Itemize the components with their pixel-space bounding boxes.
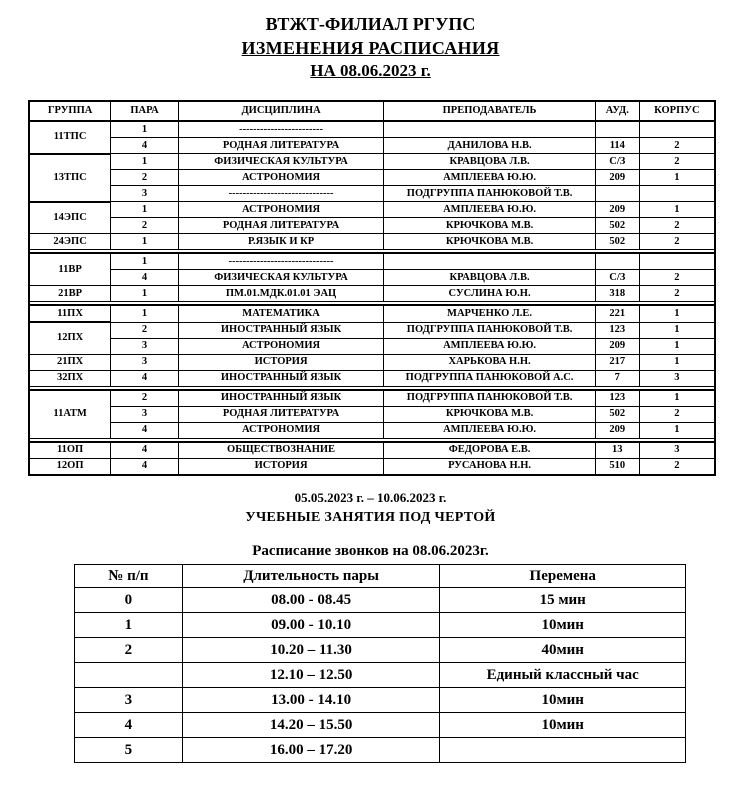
table-row: [29, 422, 715, 438]
table-row: [29, 442, 715, 459]
room-cell: 510: [595, 458, 639, 475]
para-cell: 1: [111, 286, 179, 302]
para-cell: 2: [111, 322, 179, 338]
table-row: [29, 270, 715, 286]
table-row: [29, 154, 715, 170]
building-cell: 2: [639, 138, 715, 154]
teacher-cell: АМПЛЕЕВА Ю.Ю.: [384, 422, 596, 438]
bell-time-cell: 13.00 - 14.10: [182, 688, 440, 713]
para-cell: 3: [111, 354, 179, 370]
bell-break-cell: 10мин: [440, 688, 686, 713]
bell-row: [75, 588, 686, 613]
para-cell: 3: [111, 406, 179, 422]
bell-time-cell: 12.10 – 12.50: [182, 663, 440, 688]
para-cell: 2: [111, 218, 179, 234]
bells-body: [75, 588, 686, 763]
para-cell: 1: [111, 154, 179, 170]
group-cell: 11ПХ: [29, 305, 111, 322]
building-cell: 2: [639, 406, 715, 422]
building-cell: 2: [639, 458, 715, 475]
teacher-cell: ХАРЬКОВА Н.Н.: [384, 354, 596, 370]
bell-num-cell: [75, 663, 183, 688]
table-row: [29, 370, 715, 386]
para-cell: 1: [111, 121, 179, 138]
para-cell: 2: [111, 170, 179, 186]
table-row: [29, 305, 715, 322]
discipline-cell: ------------------------------: [178, 253, 383, 270]
discipline-cell: ОБЩЕСТВОЗНАНИЕ: [178, 442, 383, 459]
group-cell: 12ПХ: [29, 322, 111, 354]
table-row: [29, 186, 715, 202]
discipline-cell: ------------------------: [178, 121, 383, 138]
group-cell: 13ТПС: [29, 154, 111, 202]
bell-break-cell: 15 мин: [440, 588, 686, 613]
col-teacher-header: ПРЕПОДАВАТЕЛЬ: [384, 101, 596, 121]
discipline-cell: ИНОСТРАННЫЙ ЯЗЫК: [178, 322, 383, 338]
period-note: УЧЕБНЫЕ ЗАНЯТИЯ ПОД ЧЕРТОЙ: [245, 510, 496, 525]
discipline-cell: АСТРОНОМИЯ: [178, 338, 383, 354]
room-cell: 123: [595, 322, 639, 338]
teacher-cell: АМПЛЕЕВА Ю.Ю.: [384, 170, 596, 186]
room-cell: 209: [595, 202, 639, 218]
building-cell: [639, 186, 715, 202]
para-cell: 1: [111, 234, 179, 250]
period-dates: 05.05.2023 г. – 10.06.2023 г.: [294, 490, 447, 505]
building-cell: 1: [639, 305, 715, 322]
bell-row: [75, 688, 686, 713]
group-cell: 11ТПС: [29, 121, 111, 154]
room-cell: 502: [595, 218, 639, 234]
building-cell: 1: [639, 322, 715, 338]
building-cell: 1: [639, 170, 715, 186]
building-cell: 3: [639, 370, 715, 386]
room-cell: С/З: [595, 154, 639, 170]
room-cell: 318: [595, 286, 639, 302]
col-room-header: АУД.: [595, 101, 639, 121]
col-discipline-header: ДИСЦИПЛИНА: [178, 101, 383, 121]
building-cell: 2: [639, 286, 715, 302]
bells-title: Расписание звонков на 08.06.2023г.: [252, 543, 489, 559]
discipline-cell: ИСТОРИЯ: [178, 354, 383, 370]
room-cell: 209: [595, 422, 639, 438]
table-row: [29, 138, 715, 154]
table-row: [29, 354, 715, 370]
discipline-cell: АСТРОНОМИЯ: [178, 422, 383, 438]
room-cell: 7: [595, 370, 639, 386]
teacher-cell: ФЕДОРОВА Е.В.: [384, 442, 596, 459]
bell-row: [75, 663, 686, 688]
group-cell: 21ПХ: [29, 354, 111, 370]
group-cell: 32ПХ: [29, 370, 111, 386]
table-row: [29, 286, 715, 302]
para-cell: 3: [111, 186, 179, 202]
changes-table: [28, 100, 716, 476]
group-cell: 12ОП: [29, 458, 111, 475]
room-cell: 209: [595, 338, 639, 354]
bells-header-row: [75, 565, 686, 588]
teacher-cell: КРЮЧКОВА М.В.: [384, 234, 596, 250]
para-cell: 4: [111, 422, 179, 438]
discipline-cell: РОДНАЯ ЛИТЕРАТУРА: [178, 138, 383, 154]
discipline-cell: Р.ЯЗЫК И КР: [178, 234, 383, 250]
teacher-cell: КРАВЦОВА Л.В.: [384, 154, 596, 170]
bell-num-cell: 2: [75, 638, 183, 663]
bell-num-cell: 0: [75, 588, 183, 613]
teacher-cell: ПОДГРУППА ПАНЮКОВОЙ А.С.: [384, 370, 596, 386]
room-cell: 217: [595, 354, 639, 370]
room-cell: 221: [595, 305, 639, 322]
building-cell: 1: [639, 422, 715, 438]
para-cell: 4: [111, 442, 179, 459]
group-cell: 11ОП: [29, 442, 111, 459]
changes-body: [29, 121, 715, 475]
building-cell: 2: [639, 234, 715, 250]
room-cell: С/З: [595, 270, 639, 286]
building-cell: 3: [639, 442, 715, 459]
building-cell: 2: [639, 154, 715, 170]
teacher-cell: АМПЛЕЕВА Ю.Ю.: [384, 338, 596, 354]
bell-time-cell: 08.00 - 08.45: [182, 588, 440, 613]
bell-row: [75, 638, 686, 663]
group-cell: 11ВР: [29, 253, 111, 286]
room-cell: [595, 186, 639, 202]
bell-break-cell: Единый классный час: [440, 663, 686, 688]
bell-row: [75, 613, 686, 638]
discipline-cell: ПМ.01.МДК.01.01 ЭАЦ: [178, 286, 383, 302]
table-row: [29, 253, 715, 270]
building-cell: 1: [639, 202, 715, 218]
group-cell: 11АТМ: [29, 390, 111, 439]
discipline-cell: ФИЗИЧЕСКАЯ КУЛЬТУРА: [178, 270, 383, 286]
bell-time-cell: 09.00 - 10.10: [182, 613, 440, 638]
bell-break-cell: [440, 738, 686, 763]
discipline-cell: ФИЗИЧЕСКАЯ КУЛЬТУРА: [178, 154, 383, 170]
building-cell: 2: [639, 270, 715, 286]
room-cell: 114: [595, 138, 639, 154]
room-cell: 123: [595, 390, 639, 407]
bell-break-cell: 40мин: [440, 638, 686, 663]
col-para-header: ПАРА: [111, 101, 179, 121]
teacher-cell: МАРЧЕНКО Л.Е.: [384, 305, 596, 322]
teacher-cell: ПОДГРУППА ПАНЮКОВОЙ Т.В.: [384, 186, 596, 202]
room-cell: 502: [595, 406, 639, 422]
table-row: [29, 406, 715, 422]
discipline-cell: РОДНАЯ ЛИТЕРАТУРА: [178, 218, 383, 234]
bell-num-cell: 4: [75, 713, 183, 738]
bell-break-cell: 10мин: [440, 713, 686, 738]
building-cell: 1: [639, 390, 715, 407]
changes-header-row: [29, 101, 715, 121]
para-cell: 4: [111, 138, 179, 154]
para-cell: 1: [111, 253, 179, 270]
table-row: [29, 121, 715, 138]
discipline-cell: МАТЕМАТИКА: [178, 305, 383, 322]
bells-col-break: Перемена: [440, 565, 686, 588]
table-row: [29, 458, 715, 475]
para-cell: 3: [111, 338, 179, 354]
table-row: [29, 170, 715, 186]
teacher-cell: [384, 253, 596, 270]
discipline-cell: РОДНАЯ ЛИТЕРАТУРА: [178, 406, 383, 422]
room-cell: [595, 253, 639, 270]
room-cell: 13: [595, 442, 639, 459]
para-cell: 4: [111, 270, 179, 286]
bell-time-cell: 16.00 – 17.20: [182, 738, 440, 763]
para-cell: 1: [111, 305, 179, 322]
group-cell: 21ВР: [29, 286, 111, 302]
teacher-cell: АМПЛЕЕВА Ю.Ю.: [384, 202, 596, 218]
org-title: ВТЖТ-ФИЛИАЛ РГУПС: [265, 14, 476, 34]
para-cell: 4: [111, 458, 179, 475]
discipline-cell: ИНОСТРАННЫЙ ЯЗЫК: [178, 390, 383, 407]
teacher-cell: РУСАНОВА Н.Н.: [384, 458, 596, 475]
group-cell: 14ЭПС: [29, 202, 111, 234]
building-cell: [639, 121, 715, 138]
para-cell: 4: [111, 370, 179, 386]
table-row: [29, 218, 715, 234]
bell-row: [75, 713, 686, 738]
document-title: ИЗМЕНЕНИЯ РАСПИСАНИЯ: [241, 38, 500, 58]
document-date: НА 08.06.2023 г.: [310, 61, 431, 80]
bell-num-cell: 3: [75, 688, 183, 713]
bell-row: [75, 738, 686, 763]
col-group-header: ГРУППА: [29, 101, 111, 121]
table-row: [29, 202, 715, 218]
bells-col-duration: Длительность пары: [182, 565, 440, 588]
bell-num-cell: 5: [75, 738, 183, 763]
table-row: [29, 234, 715, 250]
room-cell: [595, 121, 639, 138]
room-cell: 502: [595, 234, 639, 250]
col-building-header: КОРПУС: [639, 101, 715, 121]
discipline-cell: ------------------------------: [178, 186, 383, 202]
table-row: [29, 338, 715, 354]
teacher-cell: КРЮЧКОВА М.В.: [384, 218, 596, 234]
bell-num-cell: 1: [75, 613, 183, 638]
teacher-cell: ДАНИЛОВА Н.В.: [384, 138, 596, 154]
discipline-cell: АСТРОНОМИЯ: [178, 202, 383, 218]
bells-table: [74, 564, 686, 763]
teacher-cell: КРЮЧКОВА М.В.: [384, 406, 596, 422]
bells-col-num: № п/п: [75, 565, 183, 588]
teacher-cell: [384, 121, 596, 138]
bell-break-cell: 10мин: [440, 613, 686, 638]
bell-time-cell: 14.20 – 15.50: [182, 713, 440, 738]
bell-time-cell: 10.20 – 11.30: [182, 638, 440, 663]
para-cell: 2: [111, 390, 179, 407]
building-cell: [639, 253, 715, 270]
table-row: [29, 390, 715, 407]
room-cell: 209: [595, 170, 639, 186]
building-cell: 2: [639, 218, 715, 234]
teacher-cell: КРАВЦОВА Л.В.: [384, 270, 596, 286]
building-cell: 1: [639, 338, 715, 354]
teacher-cell: ПОДГРУППА ПАНЮКОВОЙ Т.В.: [384, 390, 596, 407]
group-cell: 24ЭПС: [29, 234, 111, 250]
para-cell: 1: [111, 202, 179, 218]
building-cell: 1: [639, 354, 715, 370]
teacher-cell: ПОДГРУППА ПАНЮКОВОЙ Т.В.: [384, 322, 596, 338]
discipline-cell: ИНОСТРАННЫЙ ЯЗЫК: [178, 370, 383, 386]
teacher-cell: СУСЛИНА Ю.Н.: [384, 286, 596, 302]
discipline-cell: ИСТОРИЯ: [178, 458, 383, 475]
table-row: [29, 322, 715, 338]
discipline-cell: АСТРОНОМИЯ: [178, 170, 383, 186]
